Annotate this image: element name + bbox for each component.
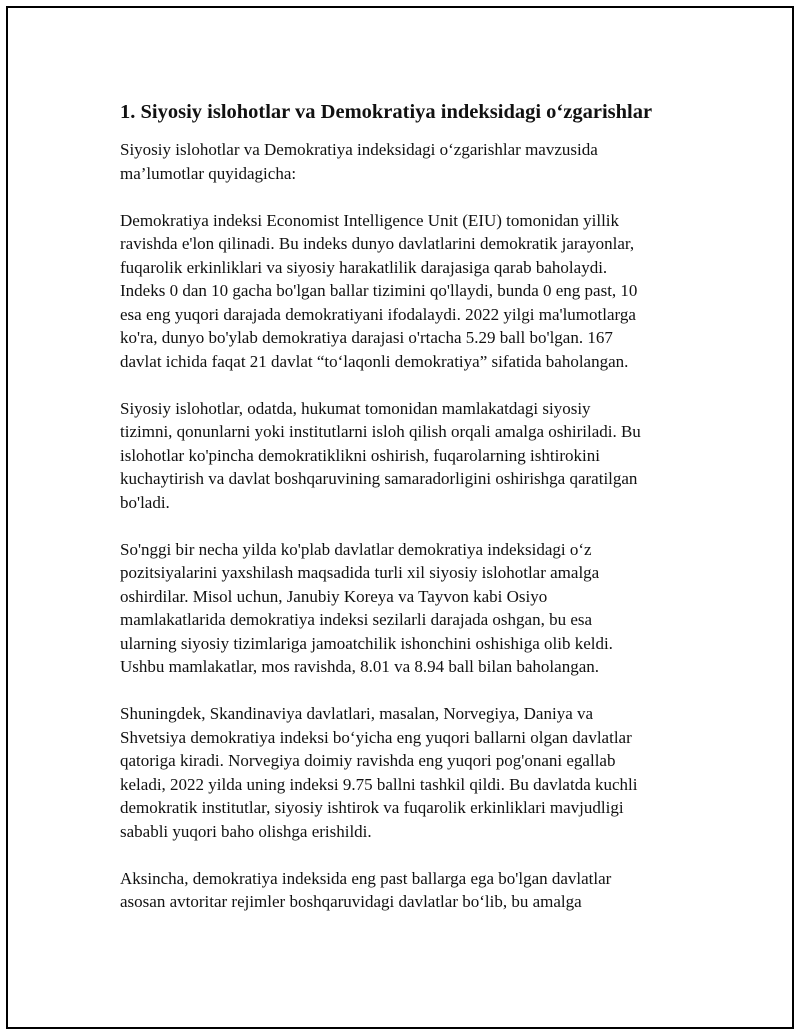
paragraph-line: tizimni, qonunlarni yoki institutlarni isloh qilish orqali amalga oshiriladi. Bu: [120, 422, 641, 441]
paragraph-line: ravishda e'lon qilinadi. Bu indeks dunyo davlatlarini demokratik jarayonlar,: [120, 234, 635, 253]
paragraph-eiu: [120, 209, 685, 374]
document-title: 1. Siyosiy islohotlar va Demokratiya indeksidagi o‘zgarishlar: [120, 101, 653, 123]
paragraph-line: ko'ra, dunyo bo'ylab demokratiya darajasi o'rtacha 5.29 ball bo'lgan. 167: [120, 328, 613, 347]
paragraph-line: Shvetsiya demokratiya indeksi bo‘yicha eng yuqori ballarni olgan davlatlar: [120, 727, 632, 747]
paragraph-line: pozitsiyalarini yaxshilash maqsadida turli xil siyosiy islohotlar amalga: [120, 563, 600, 582]
paragraph-line: Aksincha, demokratiya indeksida eng past ballarga ega bo'lgan davlatlar: [120, 868, 612, 888]
paragraph-line: qatoriga kiradi. Norvegiya doimiy ravishda eng yuqori pog'onani egallab: [120, 751, 616, 770]
paragraph-line: Siyosiy islohotlar, odatda, hukumat tomonidan mamlakatdagi siyosiy: [120, 398, 591, 418]
paragraph-line: Ushbu mamlakatlar, mos ravishda, 8.01 va 8.94 ball bilan baholangan.: [120, 657, 599, 676]
paragraph-line: keladi, 2022 yilda uning indeksi 9.75 ballni tashkil qildi. Bu davlatda kuchli: [120, 774, 638, 794]
paragraph-scandinavia: [120, 702, 685, 843]
paragraph-line: mamlakatlarida demokratiya indeksi sezilarli darajada oshgan, bu esa: [120, 610, 593, 629]
paragraph-line: esa eng yuqori darajada demokratiyani ifodalaydi. 2022 yilgi ma'lumotlarga: [120, 304, 636, 324]
paragraph-line: kuchaytirish va davlat boshqaruvining samaradorligini oshirishga qaratilgan: [120, 469, 638, 488]
paragraph-line: davlat ichida faqat 21 davlat “to‘laqonli demokratiya” sifatida baholangan.: [120, 351, 629, 371]
paragraph-line: oshirdilar. Misol uchun, Janubiy Koreya va Tayvon kabi Osiyo: [120, 586, 548, 606]
paragraph-line: fuqarolik erkinliklari va siyosiy harakatlilik darajasiga qarab baholaydi.: [120, 257, 608, 277]
paragraph-authoritarian: [120, 867, 685, 914]
paragraph-line: So'nggi bir necha yilda ko'plab davlatlar demokratiya indeksidagi o‘z: [120, 539, 592, 559]
paragraph-line: ularning siyosiy tizimlariga jamoatchilik ishonchini oshishiga olib keldi.: [120, 633, 613, 653]
paragraph-line: Demokratiya indeksi Economist Intelligence Unit (EIU) tomonidan yillik: [120, 210, 620, 230]
paragraph-line: Shuningdek, Skandinaviya davlatlari, masalan, Norvegiya, Daniya va: [120, 704, 594, 723]
paragraph-line: Siyosiy islohotlar va Demokratiya indeksidagi o‘zgarishlar mavzusida: [120, 140, 598, 159]
paragraph-asia: [120, 538, 685, 679]
paragraph-line: Indeks 0 dan 10 gacha bo'lgan ballar tizimini qo'llaydi, bunda 0 eng past, 10: [120, 281, 638, 300]
paragraph-line: islohotlar ko'pincha demokratiklikni oshirish, fuqarolarning ishtirokini: [120, 445, 600, 465]
paragraph-line: asosan avtoritar rejimler boshqaruvidagi davlatlar bo‘lib, bu amalga: [120, 892, 582, 911]
paragraph-line: bo'ladi.: [120, 492, 170, 512]
page-frame: [6, 6, 794, 1029]
paragraph-line: ma’lumotlar quyidagicha:: [120, 163, 297, 183]
paragraph-intro: [120, 138, 685, 185]
paragraph-line: sababli yuqori baho olishga erishildi.: [120, 821, 372, 841]
paragraph-reforms: [120, 397, 685, 515]
paragraph-line: demokratik institutlar, siyosiy ishtirok va fuqarolik erkinliklari mavjudligi: [120, 798, 624, 817]
document-body: [120, 98, 685, 937]
